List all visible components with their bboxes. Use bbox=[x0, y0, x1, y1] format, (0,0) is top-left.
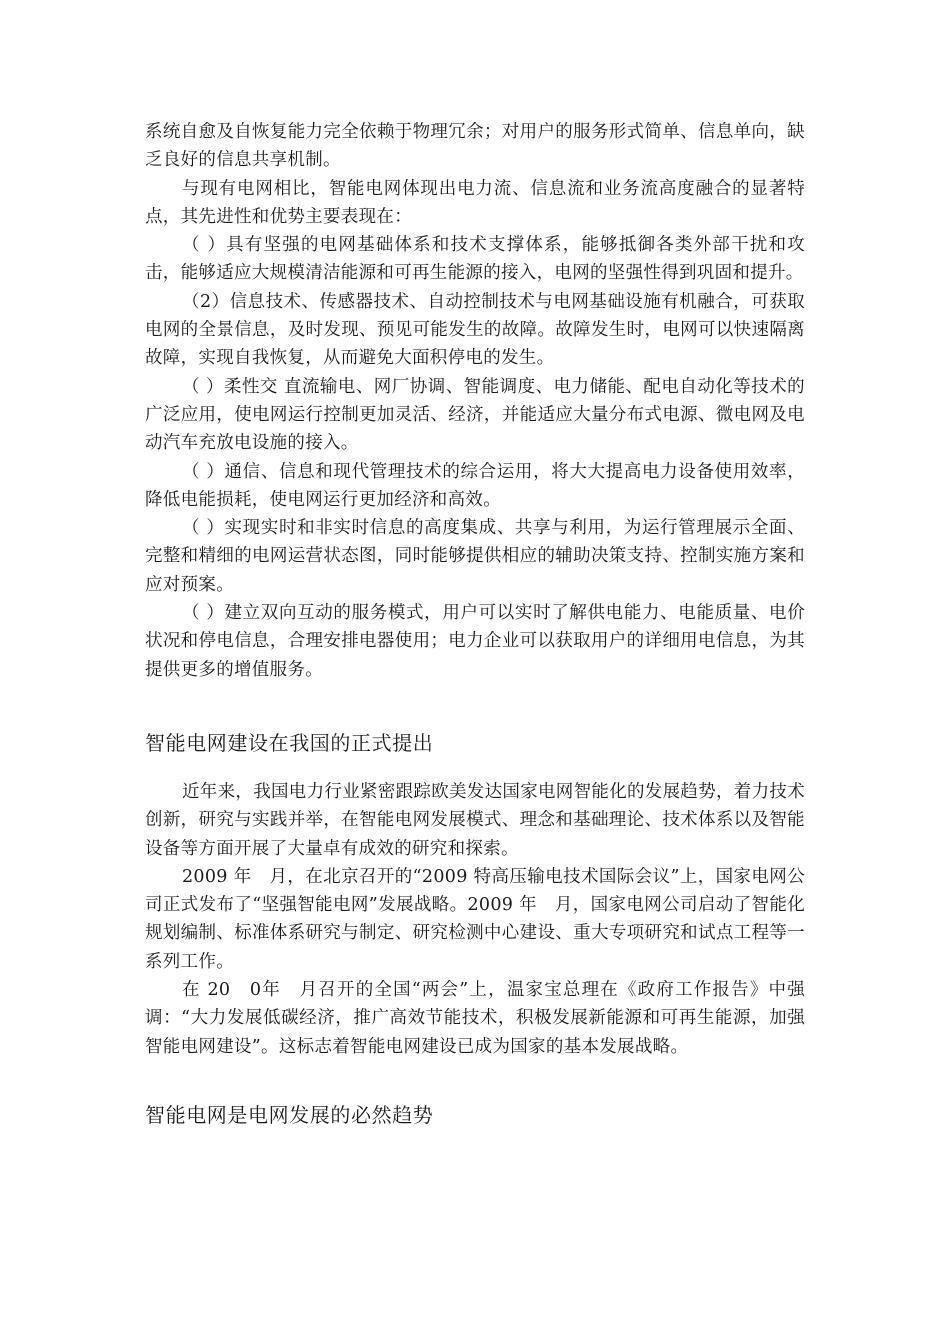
list-item-6: （ ）建立双向互动的服务模式，用户可以实时了解供电能力、电能质量、电价状况和停电信息，合理安排电器使用；电力企业可以获取用户的详细用电信息，为其提供更多的增值服务。 bbox=[145, 603, 805, 680]
list-item-5: （ ）实现实时和非实时信息的高度集成、共享与利用，为运行管理展示全面、完整和精细的电网运营状态图，同时能够提供相应的辅助决策支持、控制实施方案和应对预案。 bbox=[145, 518, 805, 595]
section-heading-1: 智能电网建设在我国的正式提出 bbox=[145, 731, 434, 755]
paragraph-intro: 与现有电网相比，智能电网体现出电力流、信息流和业务流高度融合的显著特点，其先进性和优势主要表现在： bbox=[145, 178, 805, 227]
paragraph-2009: 2009 年 月，在北京召开的“2009 特高压输电技术国际会议”上，国家电网公司正式发布了“坚强智能电网”发展战略。2009 年 月，国家电网公司启动了智能化规划编制、标准体系研究与制定、研究检测中心建设、重大专项研究和试点工程等一系列工作。 bbox=[145, 866, 805, 972]
text-block-advantages bbox=[145, 118, 805, 684]
list-item-3: （ ）柔性交 直流输电、网厂协调、智能调度、电力储能、配电自动化等技术的广泛应用，使电网运行控制更加灵活、经济，并能适应大量分布式电源、微电网及电动汽车充放电设施的接入。 bbox=[145, 376, 805, 454]
list-item-1: （ ）具有坚强的电网基础体系和技术支撑体系，能够抵御各类外部干扰和攻击，能够适应大规模清洁能源和可再生能源的接入，电网的坚强性得到巩固和提升。 bbox=[145, 235, 805, 284]
list-item-4: （ ）通信、信息和现代管理技术的综合运用，将大大提高电力设备使用效率，降低电能损耗，使电网运行更加经济和高效。 bbox=[145, 461, 805, 510]
paragraph-two-sessions: 在 20 0年 月召开的全国“两会”上，温家宝总理在《政府工作报告》中强调：“大力发展低碳经济，推广高效节能技术，积极发展新能源和可再生能源，加强智能电网建设”。这标志着智能电网建设已成为国家的基本发展战略。 bbox=[145, 980, 805, 1057]
paragraph-recent-years: 近年来，我国电力行业紧密跟踪欧美发达国家电网智能化的发展趋势，着力技术创新，研究与实践并举，在智能电网发展模式、理念和基础理论、技术体系以及智能设备等方面开展了大量卓有成效的研究和探索。 bbox=[145, 782, 805, 859]
text-block-proposal bbox=[145, 778, 805, 1061]
list-item-2: （2）信息技术、传感器技术、自动控制技术与电网基础设施有机融合，可获取电网的全景信息，及时发现、预见可能发生的故障。故障发生时，电网可以快速隔离故障，实现自我恢复，从而避免大面积停电的发生。 bbox=[145, 291, 805, 369]
section-heading-2: 智能电网是电网发展的必然趋势 bbox=[145, 1103, 434, 1127]
paragraph-continuation: 系统自愈及自恢复能力完全依赖于物理冗余；对用户的服务形式简单、信息单向，缺乏良好的信息共享机制。 bbox=[145, 122, 805, 171]
